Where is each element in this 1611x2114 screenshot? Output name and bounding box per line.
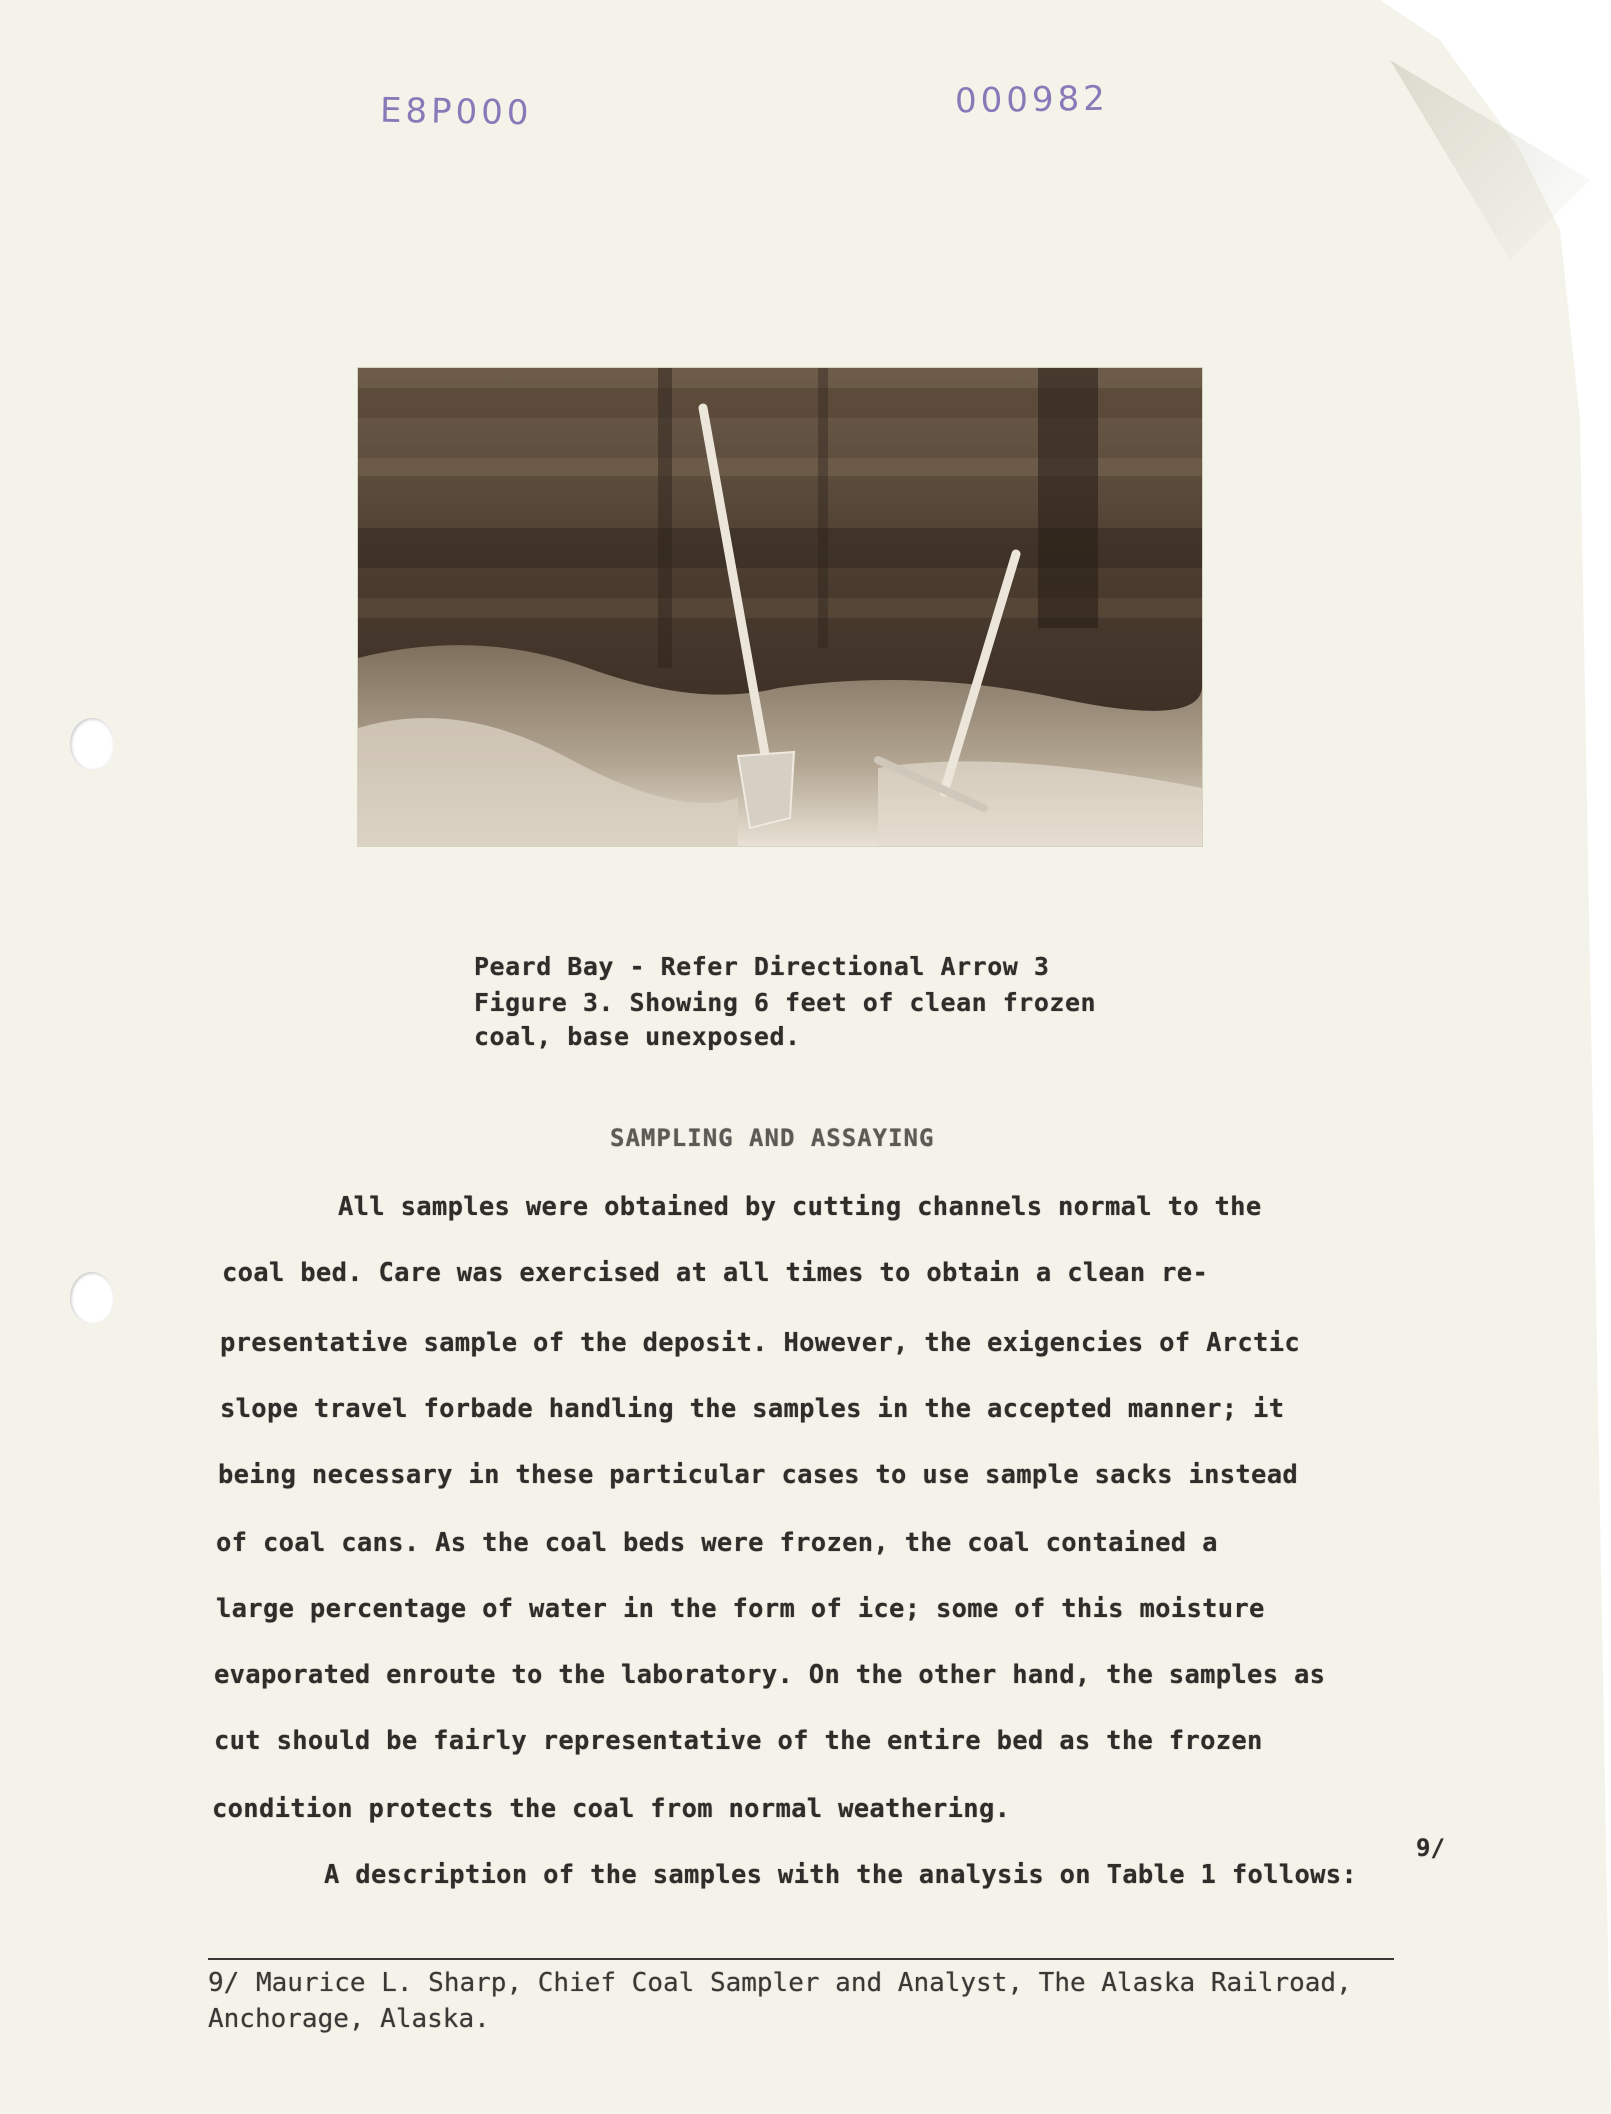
body-line-1: All samples were obtained by cutting channels normal to the bbox=[338, 1192, 1262, 1222]
body-line-6: of coal cans. As the coal beds were frozen, the coal contained a bbox=[216, 1528, 1218, 1558]
body-line-8: evaporated enroute to the laboratory. On the other hand, the samples as bbox=[214, 1660, 1326, 1690]
body-line-4: slope travel forbade handling the samples in the accepted manner; it bbox=[220, 1394, 1285, 1424]
punch-hole-bottom bbox=[70, 1272, 114, 1324]
punch-hole-top bbox=[70, 718, 114, 770]
stamp-number-left: E8P000 bbox=[379, 90, 533, 134]
stamp-number-right: 000982 bbox=[954, 78, 1110, 122]
body-line-7: large percentage of water in the form of ice; some of this moisture bbox=[216, 1594, 1265, 1624]
footnote-line-2: Anchorage, Alaska. bbox=[208, 2004, 490, 2034]
body-line-9: cut should be fairly representative of the entire bed as the frozen bbox=[214, 1726, 1263, 1756]
caption-line-2: Figure 3. Showing 6 feet of clean frozen bbox=[474, 988, 1097, 1017]
footnote-divider bbox=[208, 1958, 1394, 1960]
footnote-line-1: Maurice L. Sharp, Chief Coal Sampler and Analyst, The Alaska Railroad, bbox=[256, 1968, 1352, 1998]
caption-line-3: coal, base unexposed. bbox=[474, 1022, 801, 1051]
caption-line-1: Peard Bay - Refer Directional Arrow 3 bbox=[474, 952, 1050, 981]
body-line-2: coal bed. Care was exercised at all times to obtain a clean re- bbox=[222, 1258, 1209, 1288]
body-line-5: being necessary in these particular cases to use sample sacks instead bbox=[218, 1460, 1299, 1490]
footnote-reference: 9/ bbox=[1416, 1834, 1445, 1862]
body-line-final: A description of the samples with the analysis on Table 1 follows: bbox=[324, 1860, 1358, 1890]
photo-scene bbox=[358, 368, 1202, 846]
footnote-marker: 9/ bbox=[208, 1968, 240, 1998]
photograph-coal-bed bbox=[358, 368, 1202, 846]
body-line-3: presentative sample of the deposit. However, the exigencies of Arctic bbox=[220, 1328, 1301, 1358]
body-line-10: condition protects the coal from normal weathering. bbox=[212, 1794, 1011, 1824]
section-heading: SAMPLING AND ASSAYING bbox=[610, 1124, 935, 1152]
